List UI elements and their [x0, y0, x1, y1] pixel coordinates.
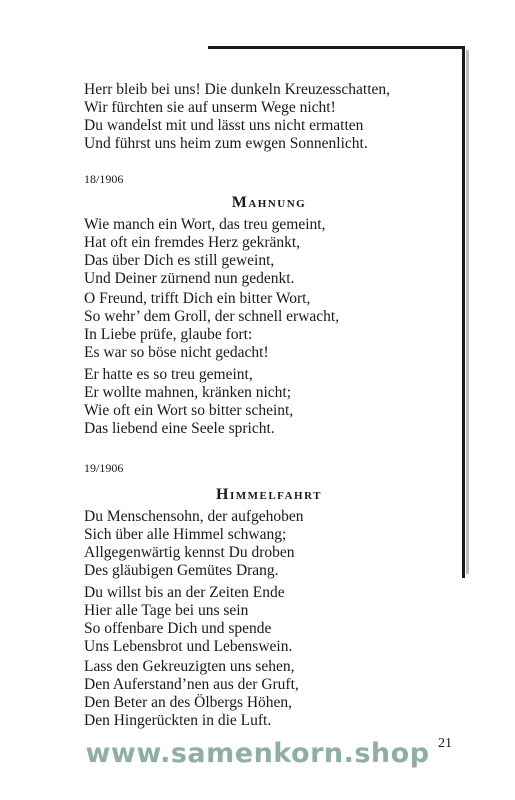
- verse-line: Herr bleib bei uns! Die dunkeln Kreuzesschatten,: [84, 81, 391, 98]
- verse-line: Den Auferstand’nen aus der Gruft,: [84, 676, 299, 693]
- website-watermark[interactable]: www.samenkorn.shop: [85, 738, 430, 769]
- verse-line: Den Beter an des Ölbergs Höhen,: [84, 694, 293, 711]
- verse-line: Wie manch ein Wort, das treu gemeint,: [84, 216, 326, 233]
- poem-title: Mahnung: [231, 194, 307, 211]
- verse-line: Allgegenwärtig kennst Du droben: [84, 544, 295, 561]
- verse-line: So offenbare Dich und spende: [84, 620, 272, 637]
- stanza: [84, 290, 339, 362]
- verse-line: Du Menschensohn, der aufgehoben: [84, 508, 304, 525]
- verse-line: Und führst uns heim zum ewgen Sonnenlicht.: [84, 135, 368, 152]
- poem-title: Himmelfahrt: [216, 486, 322, 503]
- verse-line: Sich über alle Himmel schwang;: [84, 526, 287, 543]
- verse-line: Es war so böse nicht gedacht!: [84, 344, 269, 361]
- verse-line: Wir fürchten sie auf unserm Wege nicht!: [84, 99, 336, 116]
- verse-line: So wehr’ dem Groll, der schnell erwacht,: [84, 308, 340, 325]
- verse-line: Er hatte es so treu gemeint,: [84, 366, 253, 383]
- verse-line: Des gläubigen Gemütes Drang.: [84, 562, 279, 579]
- stanza: [84, 658, 299, 730]
- stanza: [84, 216, 325, 288]
- poem-date: 19/1906: [84, 461, 124, 475]
- page-number: 21: [438, 736, 452, 751]
- verse-line: Das über Dich es still geweint,: [84, 252, 275, 269]
- stanza-top: [84, 81, 390, 153]
- verse-line: Er wollte mahnen, kränken nicht;: [84, 384, 292, 401]
- verse-line: O Freund, trifft Dich ein bitter Wort,: [84, 290, 311, 307]
- verse-line: In Liebe prüfe, glaube fort:: [84, 326, 253, 343]
- verse-line: Den Hingerückten in die Luft.: [84, 712, 272, 729]
- verse-line: Wie oft ein Wort so bitter scheint,: [84, 402, 294, 419]
- verse-line: Hat oft ein fremdes Herz gekränkt,: [84, 234, 301, 251]
- frame-shadow: [466, 50, 469, 574]
- frame-top-rule: [208, 46, 464, 49]
- verse-line: Du willst bis an der Zeiten Ende: [84, 584, 285, 601]
- verse-line: Das liebend eine Seele spricht.: [84, 420, 275, 437]
- frame-right-rule: [462, 46, 465, 578]
- verse-line: Lass den Gekreuzigten uns sehen,: [84, 658, 295, 675]
- poem-date: 18/1906: [84, 172, 124, 186]
- stanza: [84, 508, 304, 580]
- stanza: [84, 584, 292, 656]
- verse-line: Und Deiner zürnend nun gedenkt.: [84, 270, 295, 287]
- verse-line: Hier alle Tage bei uns sein: [84, 602, 249, 619]
- stanza: [84, 366, 293, 438]
- verse-line: Du wandelst mit und lässt uns nicht ermatten: [84, 117, 364, 134]
- verse-line: Uns Lebensbrot und Lebenswein.: [84, 638, 293, 655]
